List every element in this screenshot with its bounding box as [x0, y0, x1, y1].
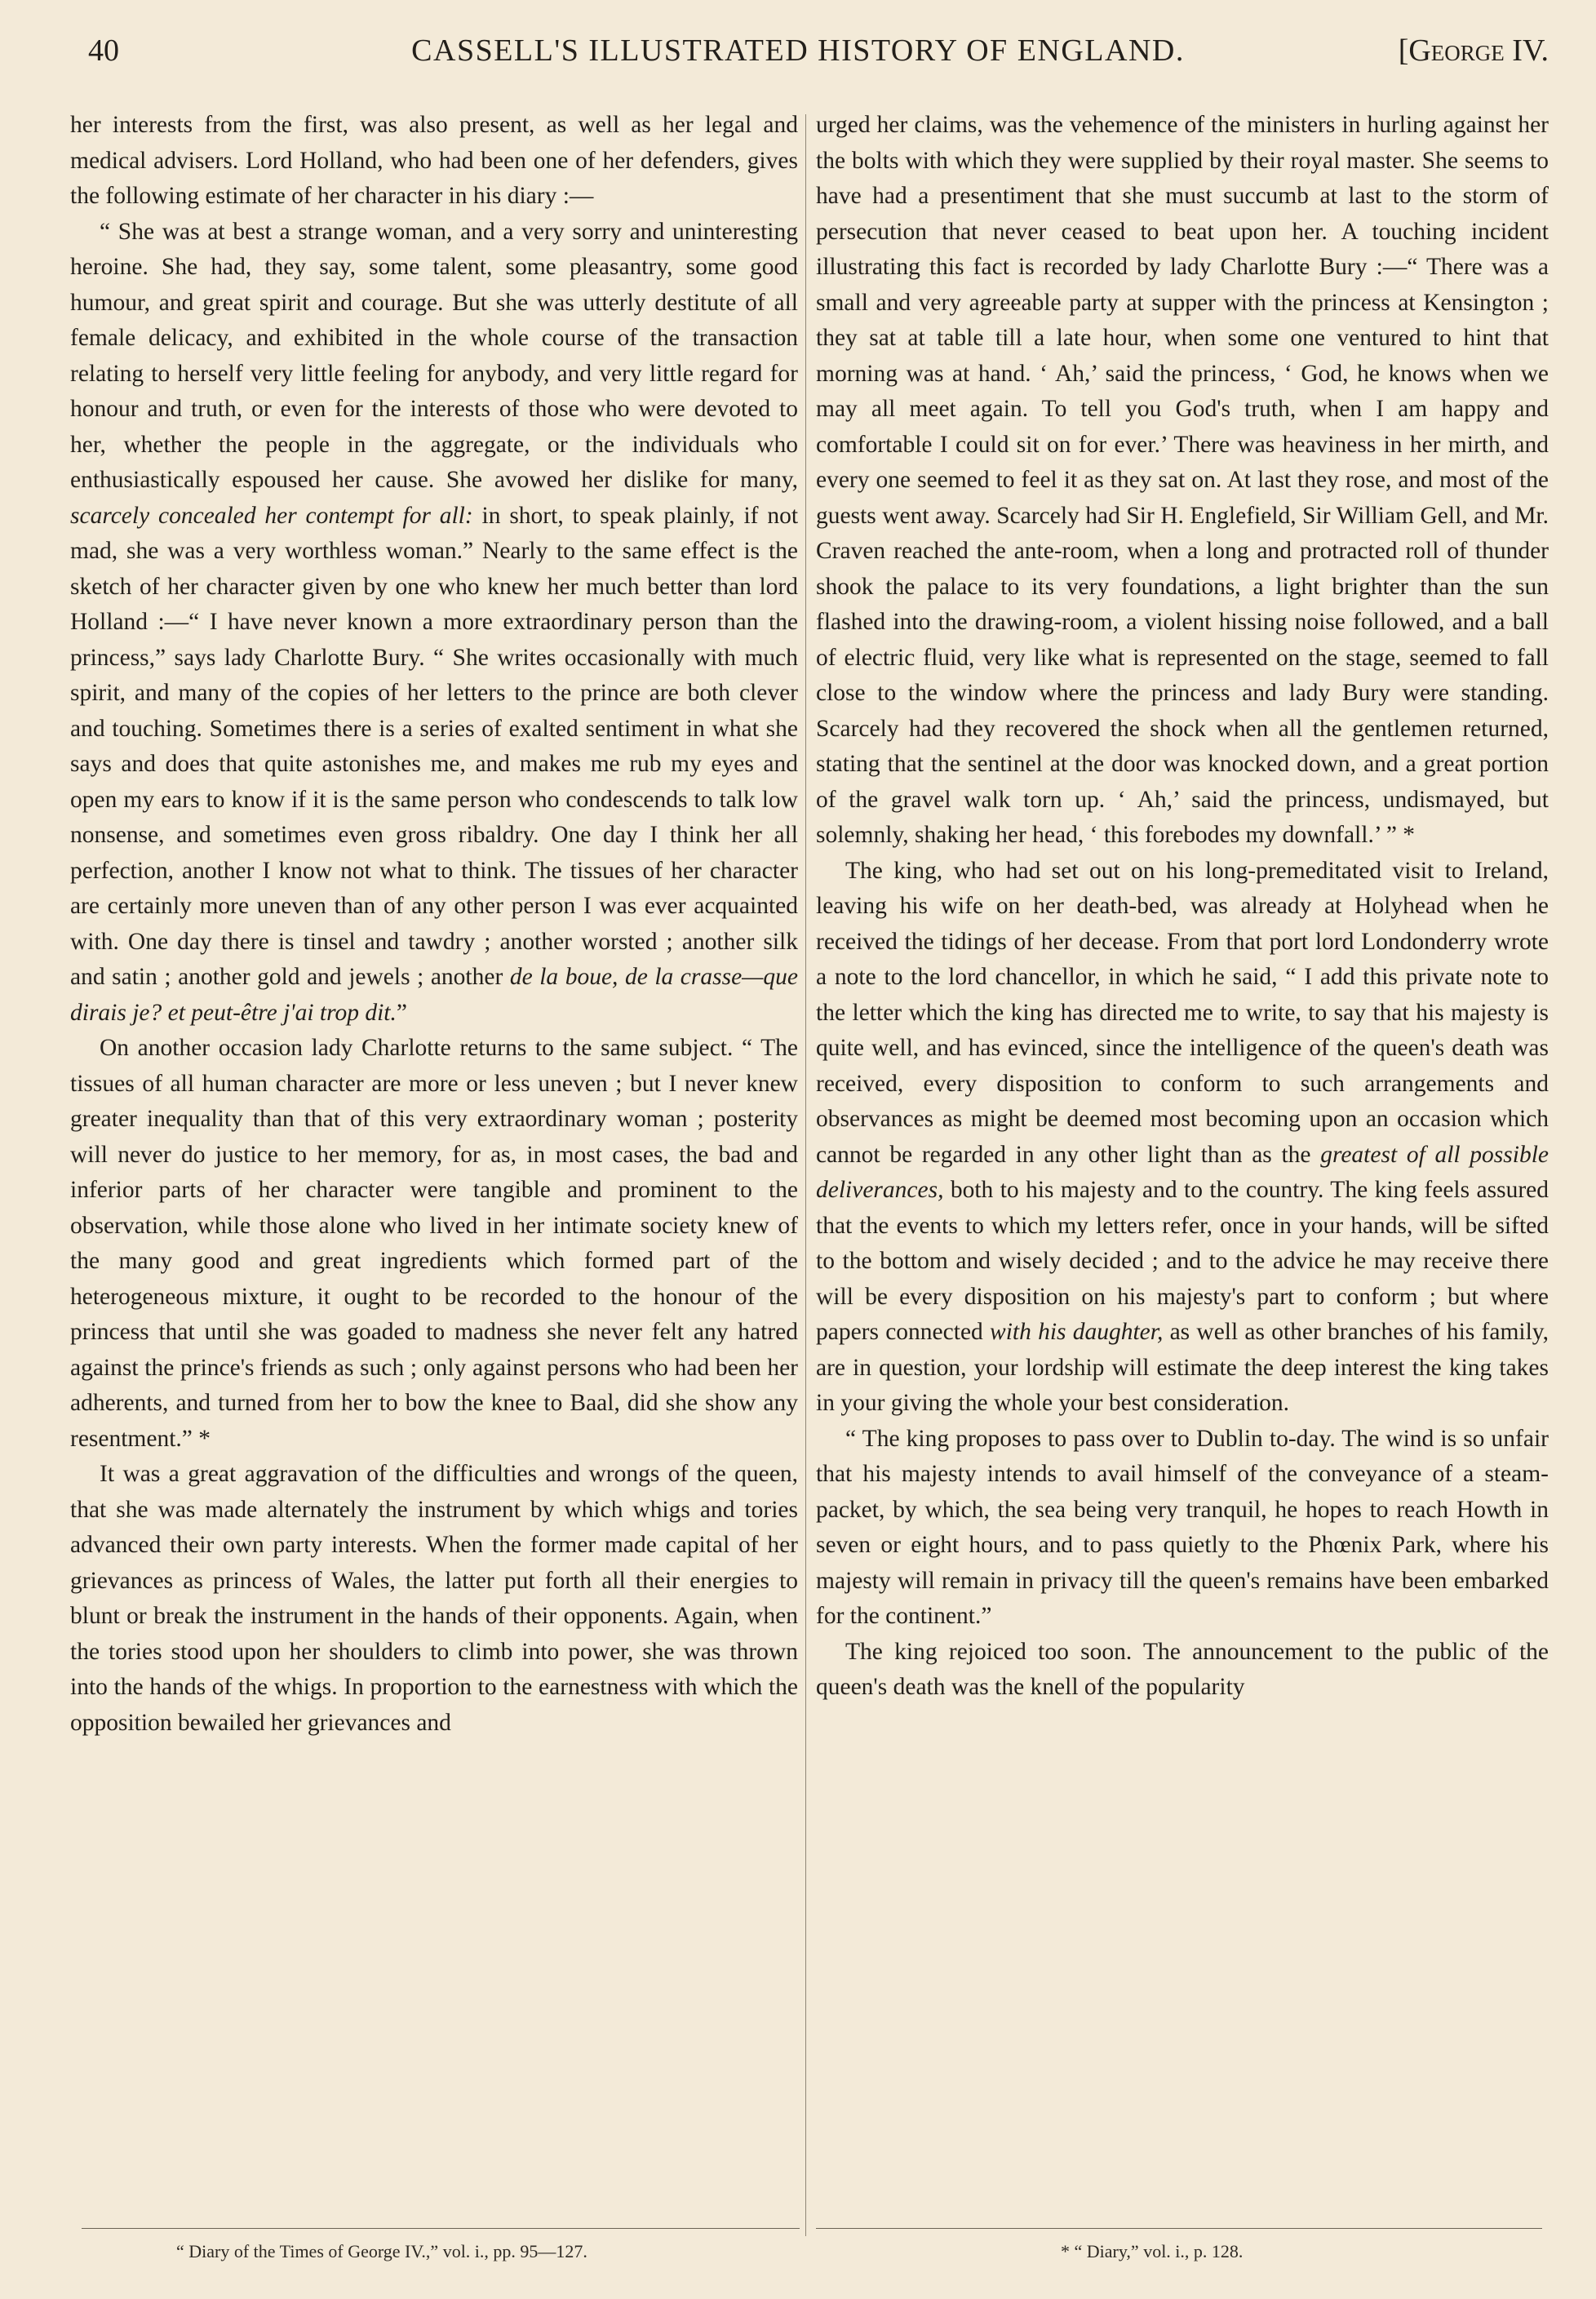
italic-phrase: greatest of all possible deliverances,: [816, 1141, 1549, 1203]
page-header: [0, 33, 1596, 82]
right-column: [816, 108, 1549, 1706]
column-divider: [805, 114, 806, 2236]
left-column: [70, 108, 798, 1741]
footnote-rule: [816, 2228, 1542, 2229]
paragraph: her interests from the first, was also present, as well as her legal and medical advisers. Lord Holland, who had been one of her defenders, gives the following estimate of her character in his diary :—: [70, 112, 798, 209]
footnote-right: * “ Diary,” vol. i., p. 128.: [1061, 2241, 1244, 2261]
paragraph: On another occasion lady Charlotte returns to the same subject. “ The tissues of all human character are more or less uneven ; but I never knew greater inequality than that of this very extraordinary woman ; posterity will never do justice to her memory, for as, in most cases, the bad and inferior parts of her character were tangible and prominent to the observation, while those alone who lived in her intimate society knew of the many good and great ingredients which formed part of the heterogeneous mixture, it ought to be recorded to the honour of the princess that until she was goaded to madness she never felt any hatred against the prince's friends as such ; only against persons who had been her adherents, and turned from her to bow the knee to Baal, did she show any resentment.” *: [70, 1035, 798, 1452]
text-run: in short, to speak plainly, if not mad, she was a very worthless woman.” Nearly to the same effect is the sketch of her character given by one who knew her much better than lord Holland :—“ I have never known a more extraordinary person than the princess,” says lady Charlotte Bury. “ She writes occasionally with much spirit, and many of the copies of her letters to the prince are both clever and touching. Sometimes there is a series of exalted sentiment in what she says and does that quite astonishes me, and makes me rub my eyes and open my ears to know if it is the same person who condescends to talk low nonsense, and sometimes even gross ribaldry. One day I think her all perfection, another I know not what to think. The tissues of her character are certainly more uneven than of any other person I was ever acquainted with. One day there is tinsel and tawdry ; another worsted ; another silk and satin ; another gold and jewels ; another: [70, 502, 799, 990]
text-run: ”: [396, 999, 407, 1026]
paragraph: [70, 215, 798, 1032]
footnote-rule: [82, 2228, 800, 2229]
italic-phrase: with his daughter,: [990, 1319, 1164, 1345]
footnote-left: “ Diary of the Times of George IV.,” vol. i., pp. 95—127.: [176, 2241, 587, 2261]
italic-phrase: scarcely concealed her contempt for all:: [70, 502, 473, 529]
page-number: 40: [88, 33, 119, 68]
paragraph: The king rejoiced too soon. The announcement to the public of the queen's death was the knell of the popularity: [816, 1638, 1549, 1700]
text-run: both to his majesty and to the country. The king feels assured that the events to which my letters refer, once in your hands, will be sifted to the bottom and wisely decided ; and to the advice he may receive there will be every disposition on his majesty's part to conform ; but where papers connected: [816, 1177, 1549, 1345]
running-title: CASSELL'S ILLUSTRATED HISTORY OF ENGLAND.: [411, 33, 1185, 68]
italic-phrase: de la boue, de la crasse—que dirais je? et peut-être j'ai trop dit.: [70, 964, 799, 1026]
paragraph: “ The king proposes to pass over to Dublin to-day. The wind is so unfair that his majesty intends to avail himself of the conveyance of a steam-packet, by which, the sea being very tranquil, he hopes to reach Howth in seven or eight hours, and to pass quietly to the Phœnix Park, where his majesty will remain in privacy till the queen's remains have been embarked for the continent.”: [816, 1425, 1549, 1629]
reign-heading: [George IV.: [1398, 33, 1549, 68]
paragraph: urged her claims, was the vehemence of the ministers in hurling against her the bolts with which they were supplied by their royal master. She seems to have had a presentiment that she must succumb at last to the storm of persecution that never ceased to beat upon her. A touching incident illustrating this fact is recorded by lady Charlotte Bury :—“ There was a small and very agreeable party at supper with the princess at Kensington ; they sat at table till a late hour, when some one ventured to hint that morning was at hand. ‘ Ah,’ said the princess, ‘ God, he knows when we may all meet again. To tell you God's truth, when I am happy and comfortable I could sit on for ever.’ There was heaviness in her mirth, and every one seemed to feel it as they sat on. At last they rose, and most of the guests went away. Scarcely had Sir H. Englefield, Sir William Gell, and Mr. Craven reached the ante-room, when a long and protracted roll of thunder shook the palace to its very foundations, a light brighter than the sun flashed into the drawing-room, a violent hissing noise followed, and a ball of electric fluid, very like what is represented on the stage, seemed to fall close to the window where the princess and lady Bury were standing. Scarcely had they recovered the shock when all the gentlemen returned, stating that the sentinel at the door was knocked down, and a great portion of the gravel walk torn up. ‘ Ah,’ said the princess, undismayed, but solemnly, shaking her head, ‘ this forebodes my downfall.’ ” *: [816, 112, 1549, 848]
paragraph: It was a great aggravation of the difficulties and wrongs of the queen, that she was made alternately the instrument by which whigs and tories advanced their own party interests. When the former made capital of her grievances as princess of Wales, the latter put forth all their energies to blunt or break the instrument in the hands of their opponents. Again, when the tories stood upon her shoulders to climb into power, she was thrown into the hands of the whigs. In proportion to the earnestness with which the opposition bewailed her grievances and: [70, 1461, 798, 1736]
text-run: as well as other branches of his family, are in question, your lordship will estimate the deep interest the king takes in your giving the whole your best consideration.: [816, 1319, 1549, 1416]
text-run: The king, who had set out on his long-premeditated visit to Ireland, leaving his wife on her death-bed, was already at Holyhead when he received the tidings of her decease. From that port lord Londonderry wrote a note to the lord chancellor, in which he said, “ I add this private note to the letter which the king has directed me to write, to say that his majesty is quite well, and has evinced, since the intelligence of the queen's death was received, every disposition to conform to such arrangements and observances as might be deemed most becoming upon an occasion which cannot be regarded in any other light than as the: [816, 857, 1549, 1168]
paragraph: [816, 854, 1549, 1422]
text-run: “ She was at best a strange woman, and a very sorry and uninteresting heroine. She had, they say, some talent, some pleasantry, some good humour, and great spirit and courage. But she was utterly destitute of all female delicacy, and exhibited in the whole course of the transaction relating to herself very little feeling for anybody, and very little regard for honour and truth, or even for the interests of those who were devoted to her, whether the people in the aggregate, or the individuals who enthusiastically espoused her cause. She avowed her dislike for many,: [70, 218, 798, 493]
